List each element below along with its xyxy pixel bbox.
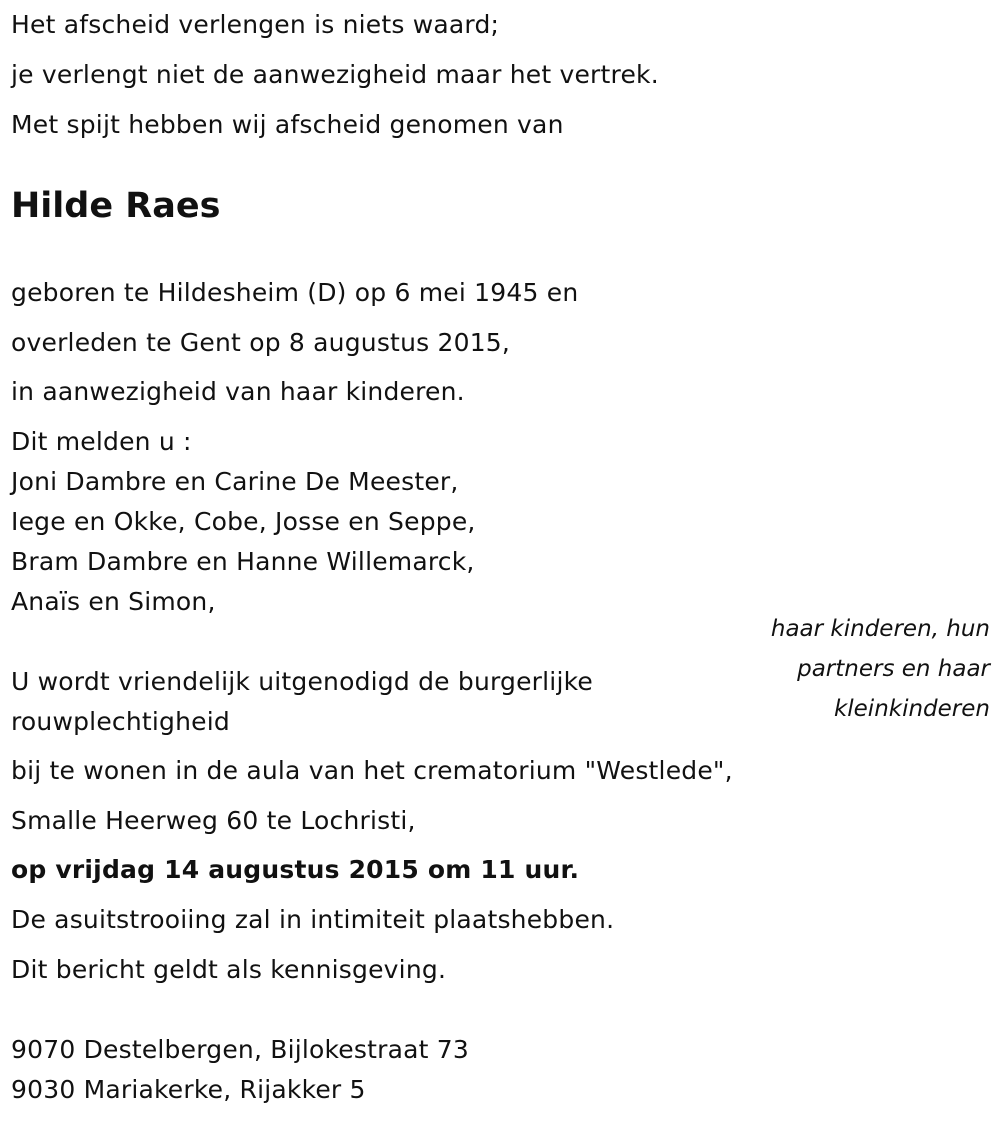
presence-line: in aanwezigheid van haar kinderen.	[11, 377, 465, 406]
birth-line: geboren te Hildesheim (D) op 6 mei 1945 en	[11, 278, 579, 307]
deceased-name: Hilde Raes	[11, 186, 221, 226]
correspondence-address: 9030 Mariakerke, Rijakker 5	[11, 1075, 366, 1104]
intro-line-2: je verlengt niet de aanwezigheid maar het vertrek.	[11, 60, 659, 89]
ceremony-date: op vrijdag 14 augustus 2015 om 11 uur.	[11, 855, 580, 884]
announcer-line: Iege en Okke, Cobe, Josse en Seppe,	[11, 507, 476, 536]
invitation-line-1: U wordt vriendelijk uitgenodigd de burgerlijke	[11, 667, 593, 696]
notice-line: Dit bericht geldt als kennisgeving.	[11, 955, 447, 984]
invitation-line-2: rouwplechtigheid	[11, 707, 230, 736]
relation-line: haar kinderen, hun	[770, 616, 990, 642]
death-line: overleden te Gent op 8 augustus 2015,	[11, 328, 511, 357]
intro-line-3: Met spijt hebben wij afscheid genomen van	[11, 110, 564, 139]
announcer-line: Anaïs en Simon,	[11, 587, 216, 616]
venue-address-line: Smalle Heerweg 60 te Lochristi,	[11, 806, 416, 835]
intro-line-1: Het afscheid verlengen is niets waard;	[11, 10, 500, 39]
announcers-heading: Dit melden u :	[11, 427, 192, 456]
venue-line: bij te wonen in de aula van het crematorium "Westlede",	[11, 756, 733, 785]
relation-note	[730, 609, 990, 729]
relation-line: kleinkinderen	[833, 696, 990, 722]
announcer-line: Bram Dambre en Hanne Willemarck,	[11, 547, 475, 576]
scattering-line: De asuitstrooiing zal in intimiteit plaatshebben.	[11, 905, 615, 934]
correspondence-address: 9070 Destelbergen, Bijlokestraat 73	[11, 1035, 469, 1064]
relation-line: partners en haar	[797, 656, 990, 682]
announcer-line: Joni Dambre en Carine De Meester,	[11, 467, 459, 496]
